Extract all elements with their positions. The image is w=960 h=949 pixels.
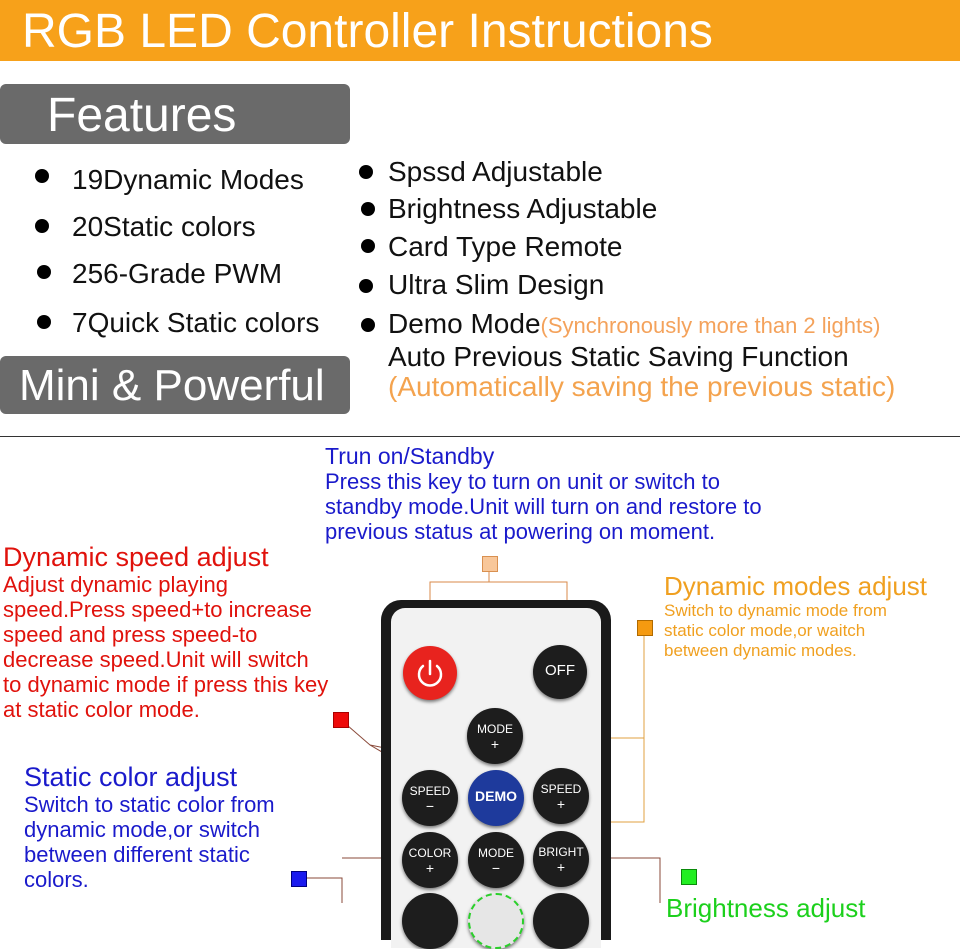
auto-saving-label: Auto Previous Static Saving Function [388,341,849,372]
features-heading-text: Features [47,89,237,142]
speed-minus-button[interactable] [402,770,458,826]
bright-marker [681,869,697,885]
static-color-title: Static color adjust [24,762,238,792]
power-marker [482,556,498,572]
dynamic-speed-line: Adjust dynamic playing [3,572,229,597]
feature-item: 20Static colors [72,211,256,242]
dynamic-modes-line: Switch to dynamic mode from [664,601,887,620]
static-color-line: Switch to static color from [24,792,275,817]
dynamic-modes-line: static color mode,or waitch [664,621,866,640]
dynamic-modes-line: between dynamic modes. [664,641,857,660]
mode-plus-sign: + [490,736,500,752]
dynamic-speed-line: speed.Press speed+to increase [3,597,312,622]
dynamic-speed-line: to dynamic mode if press this key [3,672,329,697]
power-line: standby mode.Unit will turn on and restore to [325,494,762,519]
static-color-line: dynamic mode,or switch [24,817,260,842]
power-annotation [325,444,762,544]
power-title: Trun on/Standby [325,443,495,469]
demo-mode-label: Demo Mode [388,308,541,339]
mini-powerful-text: Mini & Powerful [19,361,325,410]
mode-plus-label: MODE [477,722,513,736]
speed-marker [333,712,349,728]
static-color-annotation [24,762,275,892]
power-line: Press this key to turn on unit or switch to [325,469,720,494]
speed-minus-sign: − [425,798,435,814]
speed-minus-label: SPEED [409,784,451,798]
demo-mode-note: (Synchronously more than 2 lights) [540,313,881,338]
feature-item: 19Dynamic Modes [72,164,304,195]
mode-plus-button[interactable] [467,708,523,764]
feature-item: Brightness Adjustable [388,193,658,224]
remote-button-partial[interactable] [533,893,589,949]
power-line: previous status at powering on moment. [325,519,716,544]
dynamic-modes-title: Dynamic modes adjust [664,571,927,601]
bright-plus-button[interactable] [533,831,589,887]
color-plus-button[interactable] [402,832,458,888]
bright-plus-label: BRIGHT [538,845,584,859]
speed-plus-button[interactable] [533,768,589,824]
auto-saving-note: (Automatically saving the previous static) [388,371,896,402]
dynamic-speed-annotation [3,542,328,722]
off-label: OFF [545,662,575,679]
dynamic-speed-line: decrease speed.Unit will switch [3,647,309,672]
dynamic-speed-title: Dynamic speed adjust [3,542,269,572]
mode-marker [637,620,653,636]
feature-item: Spssd Adjustable [388,156,603,187]
color-plus-sign: + [425,860,435,876]
dynamic-speed-line: speed and press speed-to [3,622,258,647]
feature-item: 7Quick Static colors [72,307,320,338]
dynamic-speed-line: at static color mode. [3,697,200,722]
power-icon [403,646,457,700]
demo-label: DEMO [475,788,517,804]
page-title: RGB LED Controller Instructions [22,5,713,58]
color-marker [291,871,307,887]
feature-item: Card Type Remote [388,231,623,262]
demo-button[interactable] [468,770,524,826]
brightness-title: Brightness adjust [666,893,866,923]
static-color-line: colors. [24,867,89,892]
dynamic-modes-annotation [664,572,927,661]
feature-item: 256-Grade PWM [72,258,283,289]
mode-minus-sign: − [491,860,501,876]
remote-button-partial[interactable] [402,893,458,949]
remote-button-partial[interactable] [468,893,524,949]
speed-plus-sign: + [556,796,566,812]
mode-minus-button[interactable] [468,832,524,888]
feature-item: Ultra Slim Design [388,269,605,300]
speed-plus-label: SPEED [540,782,582,796]
off-button[interactable] [533,645,587,699]
bright-plus-sign: + [556,859,566,875]
power-button[interactable] [403,646,457,700]
color-plus-label: COLOR [408,846,452,860]
mode-minus-label: MODE [478,846,514,860]
static-color-line: between different static [24,842,250,867]
